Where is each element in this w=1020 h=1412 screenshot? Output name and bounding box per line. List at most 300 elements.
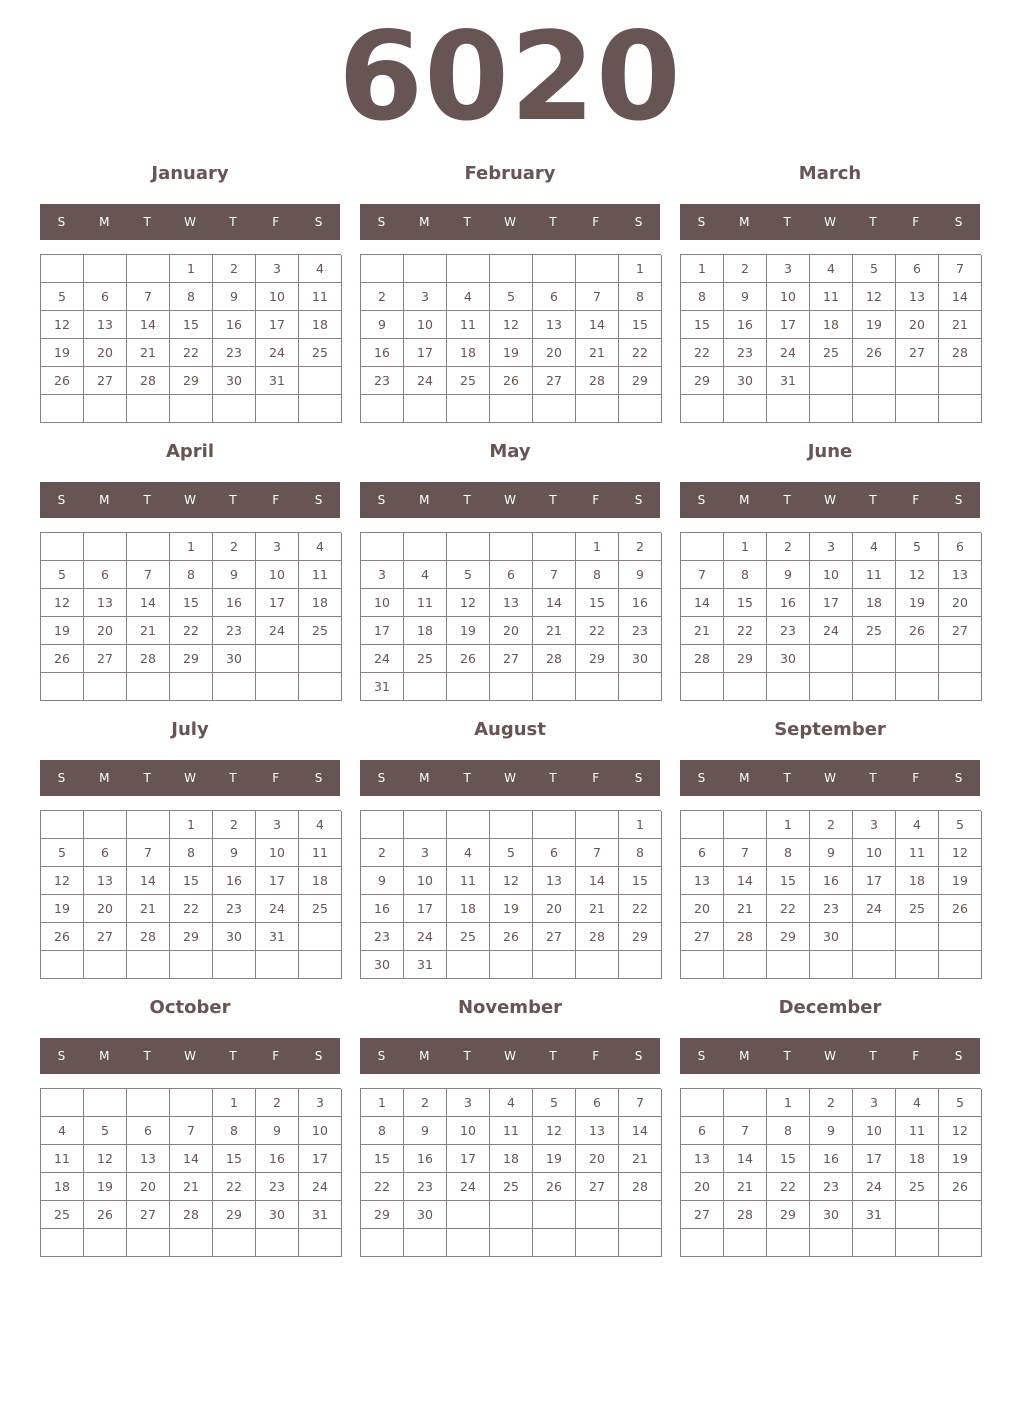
day-cell: 9 [404,1117,447,1145]
month-name: December [778,997,882,1018]
empty-day-cell [681,673,724,701]
weekday-label: F [912,215,920,229]
empty-day-cell [810,673,853,701]
day-cell: 8 [767,839,810,867]
empty-day-cell [404,1229,447,1257]
day-cell: 12 [490,311,533,339]
day-cell: 24 [256,895,299,923]
empty-day-cell [724,1229,767,1257]
day-cell: 7 [127,561,170,589]
day-cell: 8 [619,839,662,867]
day-cell: 5 [41,283,84,311]
day-cell: 10 [404,867,447,895]
day-cell: 5 [853,255,896,283]
day-cell: 13 [681,1145,724,1173]
weekday-label: T [143,215,151,229]
empty-day-cell [853,951,896,979]
day-grid [40,254,341,423]
page-title: 6020 [338,6,682,148]
day-cell: 16 [361,895,404,923]
weekday-label: W [504,493,516,507]
day-cell: 23 [213,339,256,367]
empty-day-cell [939,1229,982,1257]
day-cell: 18 [299,867,342,895]
day-cell: 14 [724,867,767,895]
weekday-label: F [592,771,600,785]
day-cell: 4 [490,1089,533,1117]
day-cell: 11 [299,839,342,867]
day-cell: 23 [361,923,404,951]
day-cell: 11 [447,867,490,895]
weekday-label: T [463,493,471,507]
day-cell: 2 [361,283,404,311]
month-name: February [464,163,556,184]
day-cell: 3 [256,255,299,283]
empty-day-cell [619,951,662,979]
day-cell: 22 [170,339,213,367]
day-cell: 20 [939,589,982,617]
day-cell: 30 [404,1201,447,1229]
empty-day-cell [810,645,853,673]
weekday-label: S [314,771,323,785]
day-cell: 4 [853,533,896,561]
day-cell: 30 [724,367,767,395]
day-cell: 26 [896,617,939,645]
empty-day-cell [404,533,447,561]
day-cell: 8 [170,839,213,867]
day-cell: 1 [619,811,662,839]
weekday-label: M [739,493,750,507]
day-cell: 3 [256,811,299,839]
empty-day-cell [576,255,619,283]
day-cell: 23 [256,1173,299,1201]
empty-day-cell [256,645,299,673]
day-cell: 17 [810,589,853,617]
day-cell: 12 [41,867,84,895]
day-cell: 28 [170,1201,213,1229]
day-cell: 13 [84,867,127,895]
day-cell: 31 [299,1201,342,1229]
weekday-label: T [783,215,791,229]
weekday-label: S [314,215,323,229]
day-grid [360,254,661,423]
day-cell: 18 [404,617,447,645]
day-cell: 24 [404,367,447,395]
weekday-label: T [143,1049,151,1063]
weekday-label: F [272,215,280,229]
day-cell: 11 [853,561,896,589]
day-cell: 7 [681,561,724,589]
day-cell: 21 [724,895,767,923]
weekday-label: T [783,1049,791,1063]
day-cell: 4 [447,839,490,867]
day-cell: 3 [810,533,853,561]
day-cell: 16 [213,589,256,617]
day-cell: 11 [810,283,853,311]
day-cell: 7 [939,255,982,283]
weekday-label: T [229,493,237,507]
day-cell: 8 [619,283,662,311]
weekday-label: S [57,493,66,507]
month-name: May [489,441,531,462]
day-cell: 20 [533,339,576,367]
day-cell: 22 [213,1173,256,1201]
day-cell: 13 [533,867,576,895]
day-cell: 5 [896,533,939,561]
day-grid [680,810,981,979]
day-cell: 31 [361,673,404,701]
day-cell: 29 [767,1201,810,1229]
day-cell: 3 [361,561,404,589]
day-cell: 7 [576,839,619,867]
day-cell: 26 [41,367,84,395]
weekday-label: S [57,771,66,785]
day-cell: 18 [41,1173,84,1201]
day-cell: 29 [619,367,662,395]
day-cell: 24 [447,1173,490,1201]
month-name: October [149,997,231,1018]
day-cell: 23 [810,895,853,923]
empty-day-cell [404,255,447,283]
day-cell: 15 [361,1145,404,1173]
empty-day-cell [533,255,576,283]
weekday-header [360,204,660,240]
day-cell: 19 [41,339,84,367]
empty-day-cell [299,951,342,979]
day-cell: 25 [853,617,896,645]
day-cell: 9 [213,561,256,589]
weekday-label: F [592,493,600,507]
day-cell: 28 [724,923,767,951]
day-cell: 31 [767,367,810,395]
day-cell: 15 [170,589,213,617]
day-cell: 2 [404,1089,447,1117]
empty-day-cell [724,1089,767,1117]
empty-day-cell [576,395,619,423]
empty-day-cell [361,255,404,283]
empty-day-cell [724,395,767,423]
weekday-label: M [419,493,430,507]
weekday-label: M [99,1049,110,1063]
day-cell: 20 [681,895,724,923]
empty-day-cell [767,395,810,423]
day-cell: 19 [41,617,84,645]
day-cell: 30 [767,645,810,673]
day-cell: 10 [256,283,299,311]
day-cell: 15 [170,311,213,339]
day-cell: 15 [213,1145,256,1173]
day-cell: 28 [127,923,170,951]
day-cell: 12 [896,561,939,589]
weekday-label: M [419,771,430,785]
day-cell: 27 [84,645,127,673]
day-cell: 26 [939,895,982,923]
weekday-label: M [99,215,110,229]
empty-day-cell [404,811,447,839]
weekday-label: S [634,771,643,785]
day-cell: 4 [896,1089,939,1117]
day-cell: 27 [939,617,982,645]
day-cell: 1 [767,1089,810,1117]
empty-day-cell [576,673,619,701]
day-cell: 6 [681,839,724,867]
day-cell: 26 [447,645,490,673]
empty-day-cell [213,395,256,423]
weekday-label: S [634,493,643,507]
day-cell: 3 [404,839,447,867]
day-cell: 2 [724,255,767,283]
empty-day-cell [41,1229,84,1257]
weekday-label: W [504,771,516,785]
day-cell: 8 [681,283,724,311]
day-cell: 30 [619,645,662,673]
empty-day-cell [41,255,84,283]
day-cell: 7 [127,839,170,867]
weekday-label: M [419,215,430,229]
day-cell: 11 [41,1145,84,1173]
day-cell: 18 [299,311,342,339]
empty-day-cell [127,1229,170,1257]
day-cell: 19 [84,1173,127,1201]
empty-day-cell [533,951,576,979]
day-cell: 19 [939,1145,982,1173]
day-cell: 9 [361,867,404,895]
day-cell: 10 [853,1117,896,1145]
day-cell: 23 [767,617,810,645]
empty-day-cell [299,673,342,701]
empty-day-cell [447,673,490,701]
day-cell: 17 [853,867,896,895]
empty-day-cell [853,673,896,701]
day-cell: 25 [299,339,342,367]
weekday-label: F [912,493,920,507]
day-grid [360,532,661,701]
day-cell: 18 [447,895,490,923]
weekday-label: T [869,771,877,785]
day-cell: 28 [619,1173,662,1201]
empty-day-cell [810,951,853,979]
empty-day-cell [170,1229,213,1257]
day-cell: 2 [767,533,810,561]
day-cell: 25 [490,1173,533,1201]
day-cell: 29 [170,645,213,673]
day-cell: 31 [256,367,299,395]
day-cell: 21 [681,617,724,645]
day-cell: 25 [896,895,939,923]
day-cell: 13 [490,589,533,617]
day-cell: 25 [896,1173,939,1201]
weekday-label: F [592,1049,600,1063]
day-grid [680,1088,981,1257]
weekday-label: S [697,493,706,507]
day-cell: 15 [767,867,810,895]
empty-day-cell [447,533,490,561]
day-cell: 20 [127,1173,170,1201]
empty-day-cell [576,1201,619,1229]
day-cell: 26 [853,339,896,367]
weekday-label: T [549,493,557,507]
day-cell: 22 [767,1173,810,1201]
day-cell: 8 [361,1117,404,1145]
day-cell: 14 [127,867,170,895]
weekday-label: T [143,493,151,507]
day-cell: 22 [724,617,767,645]
day-cell: 21 [533,617,576,645]
day-cell: 25 [41,1201,84,1229]
day-cell: 7 [724,839,767,867]
weekday-label: T [463,771,471,785]
day-cell: 24 [853,1173,896,1201]
weekday-header [680,482,980,518]
day-cell: 30 [361,951,404,979]
day-cell: 10 [299,1117,342,1145]
day-cell: 1 [576,533,619,561]
day-cell: 14 [619,1117,662,1145]
day-cell: 16 [213,311,256,339]
day-cell: 4 [810,255,853,283]
day-cell: 19 [490,339,533,367]
day-cell: 4 [447,283,490,311]
day-cell: 18 [853,589,896,617]
empty-day-cell [84,395,127,423]
day-cell: 29 [619,923,662,951]
weekday-header [680,204,980,240]
day-cell: 6 [576,1089,619,1117]
day-cell: 18 [299,589,342,617]
empty-day-cell [490,1229,533,1257]
empty-day-cell [84,255,127,283]
weekday-label: F [912,771,920,785]
day-cell: 12 [84,1145,127,1173]
day-cell: 26 [490,367,533,395]
empty-day-cell [127,395,170,423]
day-cell: 14 [127,311,170,339]
day-cell: 21 [619,1145,662,1173]
day-cell: 14 [939,283,982,311]
day-cell: 7 [533,561,576,589]
empty-day-cell [127,673,170,701]
day-cell: 7 [724,1117,767,1145]
day-cell: 6 [681,1117,724,1145]
weekday-label: W [824,771,836,785]
day-cell: 25 [299,895,342,923]
day-cell: 11 [404,589,447,617]
day-cell: 6 [84,839,127,867]
day-cell: 25 [447,923,490,951]
day-cell: 27 [84,367,127,395]
day-cell: 28 [576,367,619,395]
day-cell: 23 [810,1173,853,1201]
empty-day-cell [681,1229,724,1257]
empty-day-cell [619,1229,662,1257]
empty-day-cell [299,923,342,951]
day-cell: 14 [170,1145,213,1173]
day-cell: 24 [810,617,853,645]
weekday-header [40,760,340,796]
weekday-label: S [697,1049,706,1063]
month-name: August [474,719,546,740]
weekday-label: M [419,1049,430,1063]
day-cell: 6 [84,283,127,311]
day-cell: 22 [619,339,662,367]
weekday-label: S [634,215,643,229]
empty-day-cell [896,673,939,701]
weekday-header [40,482,340,518]
empty-day-cell [213,673,256,701]
day-cell: 13 [576,1117,619,1145]
day-cell: 13 [84,311,127,339]
empty-day-cell [490,811,533,839]
day-cell: 31 [404,951,447,979]
day-cell: 4 [41,1117,84,1145]
day-cell: 17 [447,1145,490,1173]
empty-day-cell [576,951,619,979]
weekday-label: T [143,771,151,785]
day-cell: 1 [361,1089,404,1117]
day-cell: 17 [256,589,299,617]
day-cell: 30 [213,367,256,395]
empty-day-cell [939,951,982,979]
day-cell: 1 [724,533,767,561]
empty-day-cell [939,367,982,395]
day-cell: 21 [724,1173,767,1201]
empty-day-cell [896,367,939,395]
empty-day-cell [533,533,576,561]
weekday-label: S [377,1049,386,1063]
day-cell: 25 [447,367,490,395]
empty-day-cell [896,951,939,979]
day-cell: 16 [724,311,767,339]
weekday-label: S [954,1049,963,1063]
month-name: July [171,719,209,740]
day-cell: 11 [490,1117,533,1145]
empty-day-cell [127,951,170,979]
empty-day-cell [576,811,619,839]
day-cell: 21 [127,339,170,367]
weekday-label: S [57,215,66,229]
day-cell: 2 [256,1089,299,1117]
day-cell: 8 [170,561,213,589]
day-cell: 3 [404,283,447,311]
day-cell: 14 [576,311,619,339]
empty-day-cell [939,645,982,673]
weekday-label: F [912,1049,920,1063]
day-cell: 1 [170,255,213,283]
weekday-label: S [377,493,386,507]
empty-day-cell [619,395,662,423]
day-cell: 13 [533,311,576,339]
day-cell: 12 [41,311,84,339]
day-cell: 20 [84,339,127,367]
day-cell: 24 [299,1173,342,1201]
empty-day-cell [41,951,84,979]
empty-day-cell [84,533,127,561]
empty-day-cell [939,673,982,701]
month-name: March [798,163,862,184]
weekday-label: M [739,1049,750,1063]
day-cell: 5 [490,283,533,311]
day-cell: 24 [404,923,447,951]
empty-day-cell [447,1229,490,1257]
day-cell: 2 [213,811,256,839]
weekday-label: S [377,771,386,785]
day-cell: 28 [724,1201,767,1229]
weekday-header [40,1038,340,1074]
day-grid [360,810,661,979]
day-cell: 17 [256,867,299,895]
empty-day-cell [490,1201,533,1229]
day-cell: 20 [490,617,533,645]
